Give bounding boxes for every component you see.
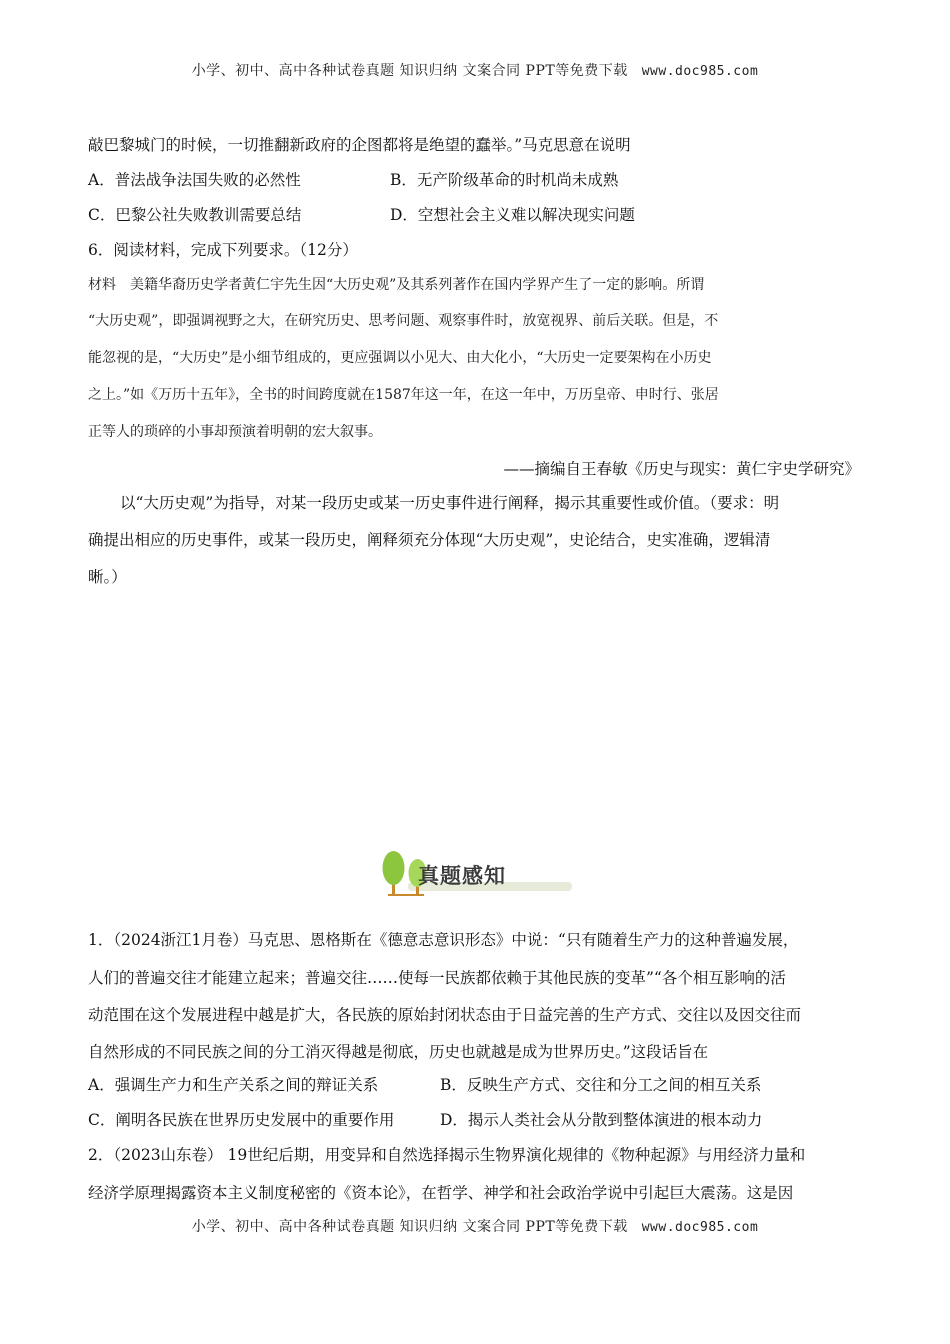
q6-material-line: 之上。”如《万历十五年》，全书的时间跨度就在1587年这一年，在这一年中，万历皇帝、申时行、张居 [88,387,719,403]
q1-line: 1．（2024浙江1月卷）马克思、恩格斯在《德意志意识形态》中说：“只有随着生产力的这种普遍发展， [88,931,799,949]
header-text: 小学、初中、高中各种试卷真题 知识归纳 文案合同 PPT等免费下载 [191,63,628,79]
q6-material-line: “大历史观”，即强调视野之大，在研究历史、思考问题、观察事件时，放宽视界、前后关联。但是，不 [88,313,719,329]
q5-option-c[interactable]: C．巴黎公社失败教训需要总结 [88,206,302,224]
q5-continuation: 敲巴黎城门的时候，一切推翻新政府的企图都将是绝望的蠢举。”马克思意在说明 [88,136,631,154]
q6-task-line: 晰。） [88,568,127,586]
footer-url[interactable]: www.doc985.com [641,1220,759,1235]
q6-material-line: 正等人的琐碎的小事却预演着明朝的宏大叙事。 [88,424,382,440]
q1-option-a[interactable]: A．强调生产力和生产关系之间的辩证关系 [88,1076,379,1094]
page-header [0,60,950,80]
q1-option-d[interactable]: D．揭示人类社会从分散到整体演进的根本动力 [440,1111,763,1129]
q2-line: 2．（2023山东卷） 19世纪后期，用变异和自然选择揭示生物界演化规律的《物种起源》与用经济力量和 [88,1146,806,1164]
q1-option-c[interactable]: C．阐明各民族在世界历史发展中的重要作用 [88,1111,395,1129]
q5-option-d[interactable]: D．空想社会主义难以解决现实问题 [390,206,635,224]
q6-material-line: 材料 美籍华裔历史学者黄仁宇先生因“大历史观”及其系列著作在国内学界产生了一定的影响。所谓 [88,277,705,293]
page-footer [0,1216,950,1236]
q1-line: 自然形成的不同民族之间的分工消灭得越是彻底，历史也就越是成为世界历史。”这段话旨在 [88,1043,709,1061]
q6-task-line: 确提出相应的历史事件，或某一段历史，阐释须充分体现“大历史观”，史论结合，史实准确，逻辑清 [88,531,771,549]
header-url[interactable]: www.doc985.com [641,64,759,79]
q6-material-line: 能忽视的是，“大历史”是小细节组成的，更应强调以小见大、由大化小，“大历史一定要架构在小历史 [88,350,712,366]
section-title: 真题感知 [418,864,506,888]
q2-line: 经济学原理揭露资本主义制度秘密的《资本论》，在哲学、神学和社会政治学说中引起巨大震荡。这是因 [88,1184,794,1202]
q1-line: 人们的普遍交往才能建立起来；普遍交往……使每一民族都依赖于其他民族的变革”“各个相互影响的活 [88,969,786,987]
q5-option-b[interactable]: B．无产阶级革命的时机尚未成熟 [390,171,619,189]
q1-option-b[interactable]: B．反映生产方式、交往和分工之间的相互关系 [440,1076,762,1094]
q1-line: 动范围在这个发展进程中越是扩大，各民族的原始封闭状态由于日益完善的生产方式、交往以及因交往而 [88,1006,802,1024]
footer-text: 小学、初中、高中各种试卷真题 知识归纳 文案合同 PPT等免费下载 [191,1219,628,1235]
q5-option-a[interactable]: A．普法战争法国失败的必然性 [88,171,301,189]
q6-citation: ——摘编自王春敏《历史与现实：黄仁宇史学研究》 [503,460,860,478]
q6-title: 6．阅读材料，完成下列要求。（12分） [88,241,358,259]
q6-task-line: 以“大历史观”为指导，对某一段历史或某一历史事件进行阐释，揭示其重要性或价值。（要求：明 [120,494,780,512]
